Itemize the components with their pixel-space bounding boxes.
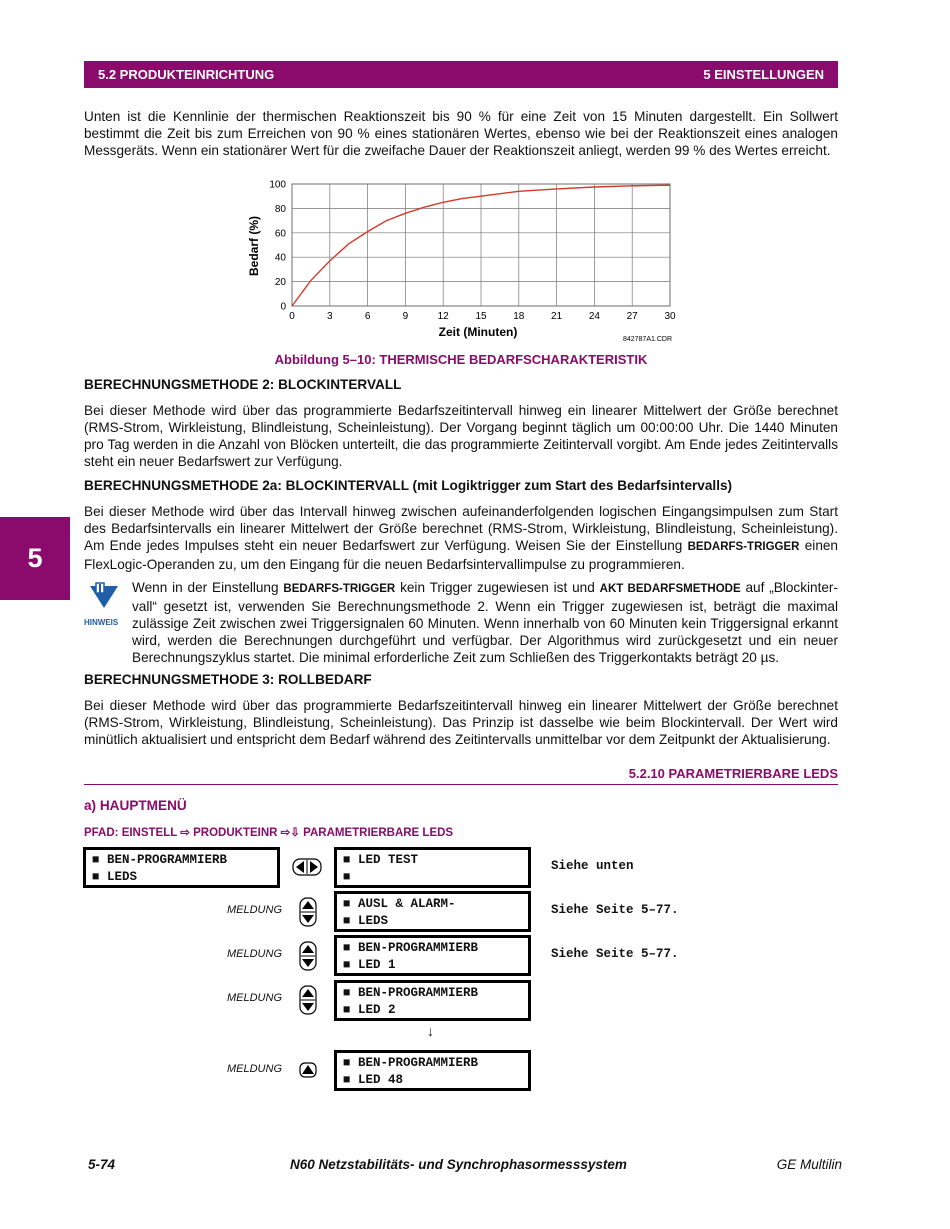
method2-title: BERECHNUNGSMETHODE 2: BLOCKINTERVALL: [84, 377, 402, 392]
x-tick-label: 12: [437, 311, 449, 322]
x-tick-label: 15: [475, 311, 487, 322]
continuation-arrow: ↓: [427, 1023, 434, 1039]
meldung-label: MELDUNG: [227, 992, 283, 1004]
y-tick-label: 40: [274, 252, 286, 264]
product-name: N60 Netzstabilitäts- und Synchrophasormesssystem: [290, 1157, 627, 1172]
note-icon: [84, 582, 124, 612]
meldung-label: MELDUNG: [227, 948, 283, 960]
page-number: 5-74: [88, 1157, 116, 1172]
up-down-nav-icon[interactable]: [299, 941, 317, 971]
menu-item-led-48[interactable]: ■ BEN-PROGRAMMIERB ■ LED 48: [334, 1050, 531, 1091]
x-tick-label: 6: [364, 311, 371, 322]
x-axis-label: Zeit (Minuten): [438, 325, 518, 339]
x-tick-label: 27: [626, 311, 638, 322]
y-tick-label: 20: [274, 277, 286, 289]
settings-path: PFAD: EINSTELL ⇨ PRODUKTEINR ⇨⇩ PARAMETRIERBARE LEDS: [84, 827, 454, 839]
x-tick-label: 0: [289, 311, 295, 322]
menu-item-led-test[interactable]: ■ LED TEST ■: [334, 847, 531, 888]
intro-paragraph: Unten ist die Kennlinie der thermischen Reaktionszeit bis 90 % für eine Zeit von 15 Minuten dargestellt. Ein Sollwert bestimmt die Zeit bis zum Erreichen von 90 % eines stationären Wertes, ebenso wie bei der Reaktionszeit eines analogen Messgeräts. Wenn ein stationärer Wert für die zweifache Dauer der Reaktionszeit anliegt, werden 99 % des Wertes erreicht.: [84, 109, 838, 158]
note-marker: [84, 582, 124, 627]
manufacturer: GE Multilin: [776, 1157, 842, 1172]
x-tick-label: 3: [327, 311, 333, 322]
note-label: HINWEIS: [84, 618, 119, 627]
page-header-bar: [84, 61, 838, 88]
ref-trip-alarm-leds: Siehe Seite 5–77.: [551, 903, 679, 917]
y-tick-label: 100: [269, 179, 286, 191]
y-tick-label: 60: [274, 228, 286, 240]
section-rule: [84, 784, 838, 785]
y-tick-label: 0: [280, 301, 286, 313]
y-tick-label: 80: [274, 203, 286, 215]
x-tick-label: 30: [664, 311, 676, 322]
header-chapter: 5 EINSTELLUNGEN: [703, 67, 824, 82]
up-down-nav-icon[interactable]: [299, 985, 317, 1015]
menu-item-led-1[interactable]: ■ BEN-PROGRAMMIERB ■ LED 1: [334, 935, 531, 976]
section-heading: 5.2.10 PARAMETRIERBARE LEDS: [628, 766, 838, 781]
up-nav-icon[interactable]: [299, 1062, 317, 1078]
keyword-bedarfs-trigger: BEDARFS-TRIGGER: [687, 541, 800, 553]
method2a-text: Bei dieser Methode wird über das Intervall hinweg zwischen aufeinanderfolgenden logischen Eingangsimpulsen zum Start des Bedarfsintervalls ein linearer Mittelwert der Größe berechnet (RMS-Strom, Wirkleistung, Blindleistung, Scheinleistung). Am Ende jedes Impulses steht ein neuer Bedarfswert zur Verfügung. Weisen Sie der Einstellung BEDARFS-TRIGGER einen FlexLogic-Operanden zu, um den Eingang für die neuen Bedarfsintervallimpulse zu programmieren.: [84, 504, 838, 572]
figure-caption: Abbildung 5–10: THERMISCHE BEDARFSCHARAKTERISTIK: [274, 352, 648, 367]
x-tick-label: 9: [402, 311, 409, 322]
demand-chart: [240, 176, 690, 346]
ref-led-1: Siehe Seite 5–77.: [551, 947, 679, 961]
meldung-label: MELDUNG: [227, 1063, 283, 1075]
x-tick-label: 18: [513, 311, 525, 322]
header-section: 5.2 PRODUKTEINRICHTUNG: [98, 67, 275, 82]
method2a-title: BERECHNUNGSMETHODE 2a: BLOCKINTERVALL (mit Logiktrigger zum Start des Bedarfsintervalls): [84, 478, 733, 493]
method3-text: Bei dieser Methode wird über das programmierte Bedarfszeitintervall hinweg ein linearer Mittelwert der Größe berechnet (RMS-Strom, Wirkleistung, Blindleistung, Scheinleistung). Das Prinzip ist dasselbe wie beim Blockintervall. Der Wert wird minütlich aktualisiert und entspricht dem Bedarf während des Zeitintervalls unmittelbar vor dem Zeitpunkt der Aktualisierung.: [84, 698, 838, 747]
left-right-nav-icon[interactable]: [292, 858, 322, 876]
menu-item-led-2[interactable]: ■ BEN-PROGRAMMIERB ■ LED 2: [334, 980, 531, 1021]
menu-root-box[interactable]: ■ BEN-PROGRAMMIERB ■ LEDS: [83, 847, 280, 888]
meldung-label: MELDUNG: [227, 904, 283, 916]
x-tick-label: 24: [588, 311, 600, 322]
chapter-tab: 5: [0, 517, 70, 600]
y-axis-label: Bedarf (%): [247, 215, 261, 277]
ref-led-test: Siehe unten: [551, 859, 634, 873]
note-text: Wenn in der Einstellung BEDARFS-TRIGGER kein Trigger zugewiesen ist und AKT BEDARFSMETHODE auf „Blockintervall“ gesetzt ist, verwenden Sie Berechnungsmethode 2. Wenn ein Trigger zugewiesen ist, beträgt die maximal zulässige Zeit zwischen zwei Triggersignalen 60 Minuten. Wenn innerhalb von 60 Minuten kein Triggersignal erkannt wird, werden die Berechnungen durchgeführt und verfügbar. Der Algorithmus wird zurückgesetzt und ein neuer Berechnungszyklus startet. Die minimal erforderliche Zeit zum Schließen des Triggerkontakts beträgt 20 µs.: [132, 580, 838, 665]
method3-title: BERECHNUNGSMETHODE 3: ROLLBEDARF: [84, 672, 372, 687]
menu-item-trip-alarm-leds[interactable]: ■ AUSL & ALARM- ■ LEDS: [334, 891, 531, 932]
figure-code: 842787A1.CDR: [622, 336, 672, 343]
method2-text: Bei dieser Methode wird über das programmierte Bedarfszeitintervall hinweg ein linearer Mittelwert der Größe berechnet (RMS-Strom, Wirkleistung, Blindleistung, Scheinleistung). Der Vorgang beginnt täglich um 00:00:00 Uhr. Die 1440 Minuten pro Tag werden in die Anzahl von Blöcken unterteilt, die das programmierte Zeitintervall vorgibt. Am Ende jedes Zeitintervalls steht ein neuer Bedarfswert zur Verfügung.: [84, 403, 838, 469]
up-down-nav-icon[interactable]: [299, 897, 317, 927]
subsection-heading: a) HAUPTMENÜ: [84, 798, 187, 813]
x-tick-label: 21: [551, 311, 563, 322]
